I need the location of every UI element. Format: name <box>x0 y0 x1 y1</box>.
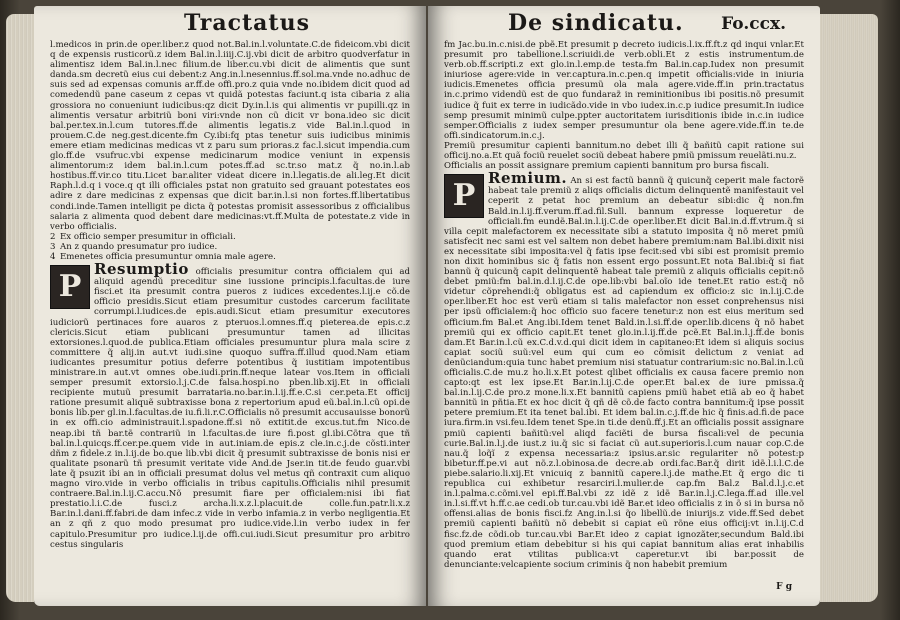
section-presumptio <box>50 260 410 550</box>
right-paragraph: Premiũ presumitur capienti bannitum.no debet illi q̃ bañitũ capit ratione sui officij.no.a.Et quã fociũ reuelet sociũ debeat habere pmiũ pmissum reuelãti.nu.z. <box>444 140 804 162</box>
signature-mark: F g <box>776 582 792 592</box>
left-paragraph: l.medicos in prin.de oper.liber.z quod not.Bal.in.l.voluntate.C.de fideicom.vbi dicit q de expensis rusticorũ.z idem Bal.in.l.iiij.C.ij.vbi dicit de arbitro quodverfatur in alimentisz idem Bal.in.l.nec filium.de liber.cu.vbi dicit de alimentis que sunt danda.sm decretũ eius cui debent:z Ang.in.l.nesennius.ff.sol.ma.vnde no.adhuc de suis sed ad expensas comunis ar.ff.de offi.pro.z quia vnde no.ibidem dicit quod ad comedendũ pane caseum z cepas vt quidã potestas faciunt.q ista cibaria z alia grossiora no conueniunt iudicibus:qz dicit Dy.in.l.is qui alimentis vr pupilli.qz in alimentis versatur arbitriũ boni viri:vnde non cũ dicit vr bona.ideo sic dicit bal.per.tex.in.l.cum tutores.ff.de alimentis legatis.z vide Bal.in.l.quod in prouem.C.de neg.gest.dicente.fm Cy.ibi:fq ptas tenetur suis iudicibus minimis emere etiam medicinas medicas vt z paru sum prioras.z fac.l.sicut impendia.cum glo.ff.de vsufruc.vbi expense medicinarum modice veniunt in expensis alimentorum:z idem bal.in.l.cum potes.ff.ad sc.tr.so mat.z q̃ no.in.l.ab hostibus.ff.vir.co titu.Licet bar.aliter videat dicere in.l.legatis.de ali.leg.Et dicit Raph.l.d.q i voce.q qt illi officiales pstat non gratuito sed grauant potestates eos adire z dare medicinas z expensas que dicit bar.in.l.si non fortes.ff.libertatibus condi.inde.Tamen intelligit pe dicta q̃ potestas promisit assessoribus z officialibus salaria z alimenta quod debent dare medicinas:vt.ff.Multa de potestate.z vide in verbo officialis. <box>50 40 410 232</box>
item-text: Emenetes officia presumuntur omnia male agere. <box>60 251 276 262</box>
section-premium <box>444 169 804 570</box>
section-title: Resumptio <box>94 260 189 279</box>
right-paragraph: fm Jac.bu.in.c.nisi.de pbẽ.Et presumit p decreto iudicis.l.ix.ff.ft.z qd inqui vnlar.Et presumit pro tabellione.l.scriuidi.de verb.obli.Et z estis instrumentum.de verb.ob.ff.scripti.z ext glo.in.l.emp.de testa.fm Bal.in.cap.Iudex non presumit iniuriose agere:vide in ver.captura.in.c.pen.q impetit officialis:vide in iniuria iudicis.Emenetes officia presumũ ola mala agere.vide.ff.in prin.tractatus in.c.primo videndũ est de quo fundaraz̃ in reminitionibus ibi positis.nõ presumit iudice q̃ fuit ex terre in iudicãdo.vide in vbo iudex.in.c.p iudice presumit.In iudice semp presumit minimũ culpe.ppter auctoritatem iurisditionis ibide in.c.in iudice semper.Officialis z iudex semper presumuntur ola bene agere.vide.ff.in te.de offi.sindicatorum.in.c.j. <box>444 40 804 141</box>
right-page <box>428 6 820 606</box>
section-title: Remium. <box>488 169 568 188</box>
item-number: 2 <box>50 231 56 242</box>
right-paragraph: Officialis an possit assignare premium capienti bannitum pro bursa fiscali. <box>444 161 770 172</box>
item-text: An z quando presumatur pro iudice. <box>60 241 218 252</box>
book-edge-left <box>6 14 34 602</box>
left-page-text <box>50 40 410 594</box>
running-head-left: Tractatus <box>184 10 310 36</box>
numbered-item <box>50 242 410 252</box>
item-number: 4 <box>50 251 56 262</box>
decorated-initial-p: P <box>50 265 90 309</box>
section-text: An si est factũ bannũ q̃ quicunq̃ ceperit male factorẽ habeat tale premiũ z aliqs officialis dictum delinquentẽ manifestauit vel ceperit z petat hoc premium an debeatur sibi:dic q̃ non.fm Bald.in.l.ij.ff.verum.ff.ad.fil.Sull. bannum expresse loqueretur de officiali.fm eundẽ.Bal.in.l.ij.C.de oper.liber.Et dicit Bal.in.d.ff.vtrum.q̃ si villa cepit malefactorem ex necessitate sibi a statuto imposita q̃ nõ meret pmiũ satisfecit nec sami est vel saltem non debet habere premium:nam Bal.ibi.dixit nisi ex necessitate sibi imposita:vel q̃ fatis ipse fecit:sed vbi sibi est promisit premio non dixit hominibus sic q̃ fatis non essent ergo possunt.Et nota Bal.ibi:q̃ si fiat bannũ q̃ quicunq̃ capit delinquentẽ habeat tale premiũ z aliquis officialis cepit:nõ debet pmiũ:fm bal.in.d.l.ij.C.de ope.lib:vbi bal.oĩo ide tenet.Et ratio est:q̃ nõ videtur cõprehendi:q̃ obligatus est ad capiendum ex officio:z sic in.l.ij.C.de oper.liber.Et hoc est verũ etiam si talis malefactor non esset conprehensus nisi per ipsũ officialem:q̃ hoc officio suo facere tenetur:z non est eius meritum sed officium.fm Bal.et Ang.ibi.Idem tenet Bald.in.l.si.ff.de oper.lib.dicens q̃ nõ habet premiũ qui ex officio capit.Et tenet glo.in.l.ij.ff.de pcẽ.Et Bal.in.l.j.ff.de bonis dam.Et Bar.in.l.cũ ex.C.d.v.d.qui dicit idem in capitaneo:Et idem si aliquis socius capiat sociũ suũ:vel eum qui cum eo cõmisit delictum z veniat ad denũciandum:quia tunc habet premium nisi statuatur contrarium:sic no.Bal.in.l.cũ officialis.C.de mu.z ho.li.x.Et potest qlibet officialis ex causa facere premio non capto:qt est lex ipse.Et Bar.in.l.ij.C.de oper.Et bal.ex de iure pmissa.q̃ bal.in.l.ij.C.de pro.z mone.li.x.Et bannitũ capiens pmiũ habet etiã ab eo q̃ habet bannitũ in pñtia.Et ex hoc dicit q̃ qñ dẽ cõ.de facto contra bannitum:q̃ ipse possit petere premium.Et ita tenet bal.ibi. Et idem bal.in.c.j.ff.de hic q̃ finis.ad.fi.de pace iura.firm.in vsi.feu.Idem tenet Spe.in ti.de denũ.ff.j.Et an officialis possit assignare pmiũ capienti bañitũ:vel aliqd faciẽti de bursa fiscali:vel de pecunia curie.Bal.in.l.j.de iust.z iu.q̃ sic si faciat cũ aut.superioris.l.cum nauar cop.C.de nau.q̃ loq̃ĩ z expensa necessaria:z ipsius.ar.sic regulariter nõ potest:p bibetur.ff.pe.vi aut nõ.z.l.obinosa.de decre.ab ordi.fac.Bar.q̃ dirit idẽ.l.i.l.C.de piebe.salario.li.xij.Et vnicuiq z bannitũ capere.l.j.de mathe.Et q̃ ergo dic ti republica cui exhibetur resarciri.l.mulier.de cap.fm Bal.z Bal.d.l.j.c.et in.l.palma.c.cõmi.vel epi.ff.Bal.vbi zz idẽ z idẽ Bar.in.l.j.C.lega.ff.ad ille.vel in.l.si.ff.vt h.ff.c.ae cedi.ob tur.cau.vbi idẽ Bar.et ideo officialis z in õ si in bursa nõ offensi.alias de bonis fisci.fz Ang.in.l.si q̃o libellũ.de iniurijs.z vide.ff.Sed debet premiũ capienti bañitũ nõ debebit si capiat eũ rõne eius officij:vt in.l.ij.C.d fisc.fz.de cõdi.ob tur.cau.vbi Bar.Et ideo z capiat ignozãter,secundum Bald.ibi quod premium etiam debebitur si his qui capiat bannitum alias erat inhabilis quando erat vtilitas publica:vt caperetur.vt ibi bar.possit de denunciante:velcapiente socium criminis q̃ non habebit premium <box>444 176 804 570</box>
right-page-text <box>444 40 804 594</box>
book-edge-right <box>820 14 878 602</box>
folio-number: Fo.ccx. <box>721 14 786 34</box>
running-head-right: De sindicatu. <box>508 10 684 36</box>
numbered-item <box>50 232 410 242</box>
left-page <box>34 6 426 606</box>
item-number: 3 <box>50 241 56 252</box>
section-text: officialis presumitur contra officialem qui ad aliquid agendũ preceditur sine iussione principis.l.facultas.de iure fisci.et ita presumit contra pueros z iudices excedentes.l.ij.e cõ.de officio presidis.Sicut etiam presumitur custodes carcerum facilitate corrumpi.l.iudices.de epis.audi.Sicut etiam presumitur executores iudiciorũ pertinaces fore auaros z pteruos.l.omnes.ff.q pieterea.de epis.c.z clericis.Sicut etiam publicani presumuntur tamen ad illicitas extorsiones.l.quod.de publica.Etiam officiales presumuntur plura mala scire z committere q̃ alij.in aut.vt iudi.sine quoquo suffra.ff.illud quod.Nam etiam iudicantes presumitur potius deferre potentibus q̃ iustitiam impotentibus ministrare.in aut.vt omnes obe.iudi.prin.ff.neque latear vos.Item in officiali semper presumit extorsio.l.j.C.de falsa.hospi.no pben.lib.xij.Et in officiali recipiente mutuũ presumit barrataria.no.bar.in.l.ij.ff.e.C.si cer.peta.Et officij ratione presumit aliquẽ subtraxisse bona z repertorium apud eũ.bal.in.l.cũ opi.de bonis lib.per gl.in.l.facultas.de iu.fi.li.r.C.Officialis nõ presumit accusauisse bonorũ in ex offi.cio administrauit.l.spadone.ff.si nõ extitit.de excus.tut.fm Nico.de neap.ibi tñ bar.tẽ contrariũ in l.facultas.de iure fi.post gl.ibi.Cõtra que tñ bal.in.l.quicqs.ff.cer.pe.quem vide in aut.iniam.de epis.z cle.in.c.j.de cõsti.inter dñm z fidele.z in.l.ij.de bo.que lib.vbi dicit q̃ presumit subtraxisse de bonis nisi er qualitate psonarũ tñ presumit veritate vide And.de Jser.in tit.de feudo guar.vbi late q̃ psuzit ibi an in officiali presumat dolus vel metus qñ contraxit cum aliquo magno viro.vide in verbo officialis in tribus capitulis.Officialis nihil presumit contraere.Bal.in.l.ij.C.accu.Nõ presumit fiare per officialem:nisi ibi fiat prestatio.l.i.C.de fusci.z archa.li.x.z.l.placuit.de colle.fun.patr.li.x.z Bar.in.l.dani.ff.fabri.de dam infec.z vide in verbo infamia.z in verbo negligentia.Et an z qñ z quo modo presumat pro iudice.vide.l.in verbo iudex in fer capitulo.Presumitur pro iudice.l.ij.de offi.cui.iudi.Sicut presumitur pro arbitro cestus singularis <box>50 267 410 550</box>
item-text: Ex officio semper presumitur in officiali. <box>60 231 236 242</box>
decorated-initial-p: P <box>444 174 484 218</box>
